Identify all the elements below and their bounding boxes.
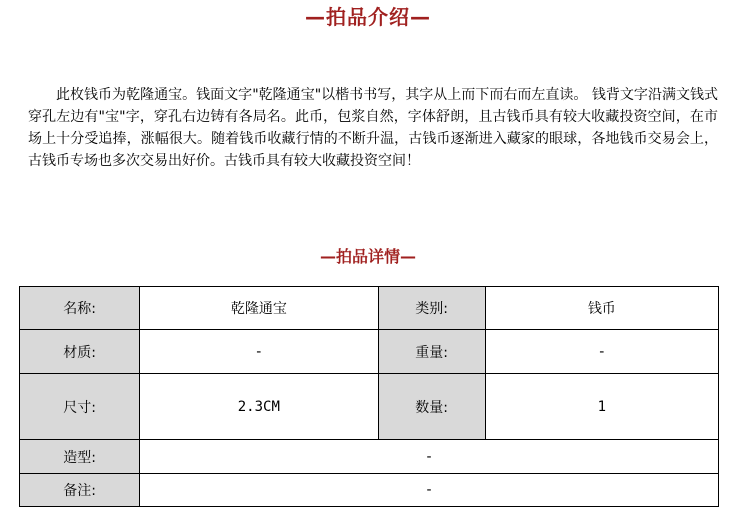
quantity-label: 数量:: [378, 374, 485, 440]
table-row: [20, 287, 719, 330]
size-value: 2.3CM: [140, 374, 378, 440]
name-label: 名称:: [20, 287, 140, 330]
table-row: [20, 330, 719, 374]
details-heading: —拍品详情—: [319, 247, 416, 266]
weight-label: 重量:: [378, 330, 485, 374]
intro-heading: —拍品介绍—: [305, 5, 431, 29]
notes-value: -: [140, 474, 719, 507]
category-value: 钱币: [485, 287, 718, 330]
shape-label: 造型:: [20, 440, 140, 474]
weight-value: -: [485, 330, 718, 374]
material-label: 材质:: [20, 330, 140, 374]
shape-value: -: [140, 440, 719, 474]
category-label: 类别:: [378, 287, 485, 330]
intro-paragraph: 此枚钱币为乾隆通宝。钱面文字"乾隆通宝"以楷书书写，其字从上而下而右而左直读。 钱背文字沿满文钱式穿孔左边有"宝"字，穿孔右边铸有各局名。此币，包浆自然，字体舒朗，且古钱币具有较大收藏投资空间，在市场上十分受追捧，涨幅很大。随着钱币收藏行情的不断升温，古钱币逐渐进入藏家的眼球，各地钱币交易会上，古钱币专场也多次交易出好价。古钱币具有较大收藏投资空间！: [28, 87, 718, 169]
table-row: [20, 440, 719, 474]
table-row: [20, 474, 719, 507]
details-table: [19, 286, 719, 507]
table-row: [20, 374, 719, 440]
notes-label: 备注:: [20, 474, 140, 507]
size-label: 尺寸:: [20, 374, 140, 440]
name-value: 乾隆通宝: [140, 287, 378, 330]
material-value: -: [140, 330, 378, 374]
quantity-value: 1: [485, 374, 718, 440]
